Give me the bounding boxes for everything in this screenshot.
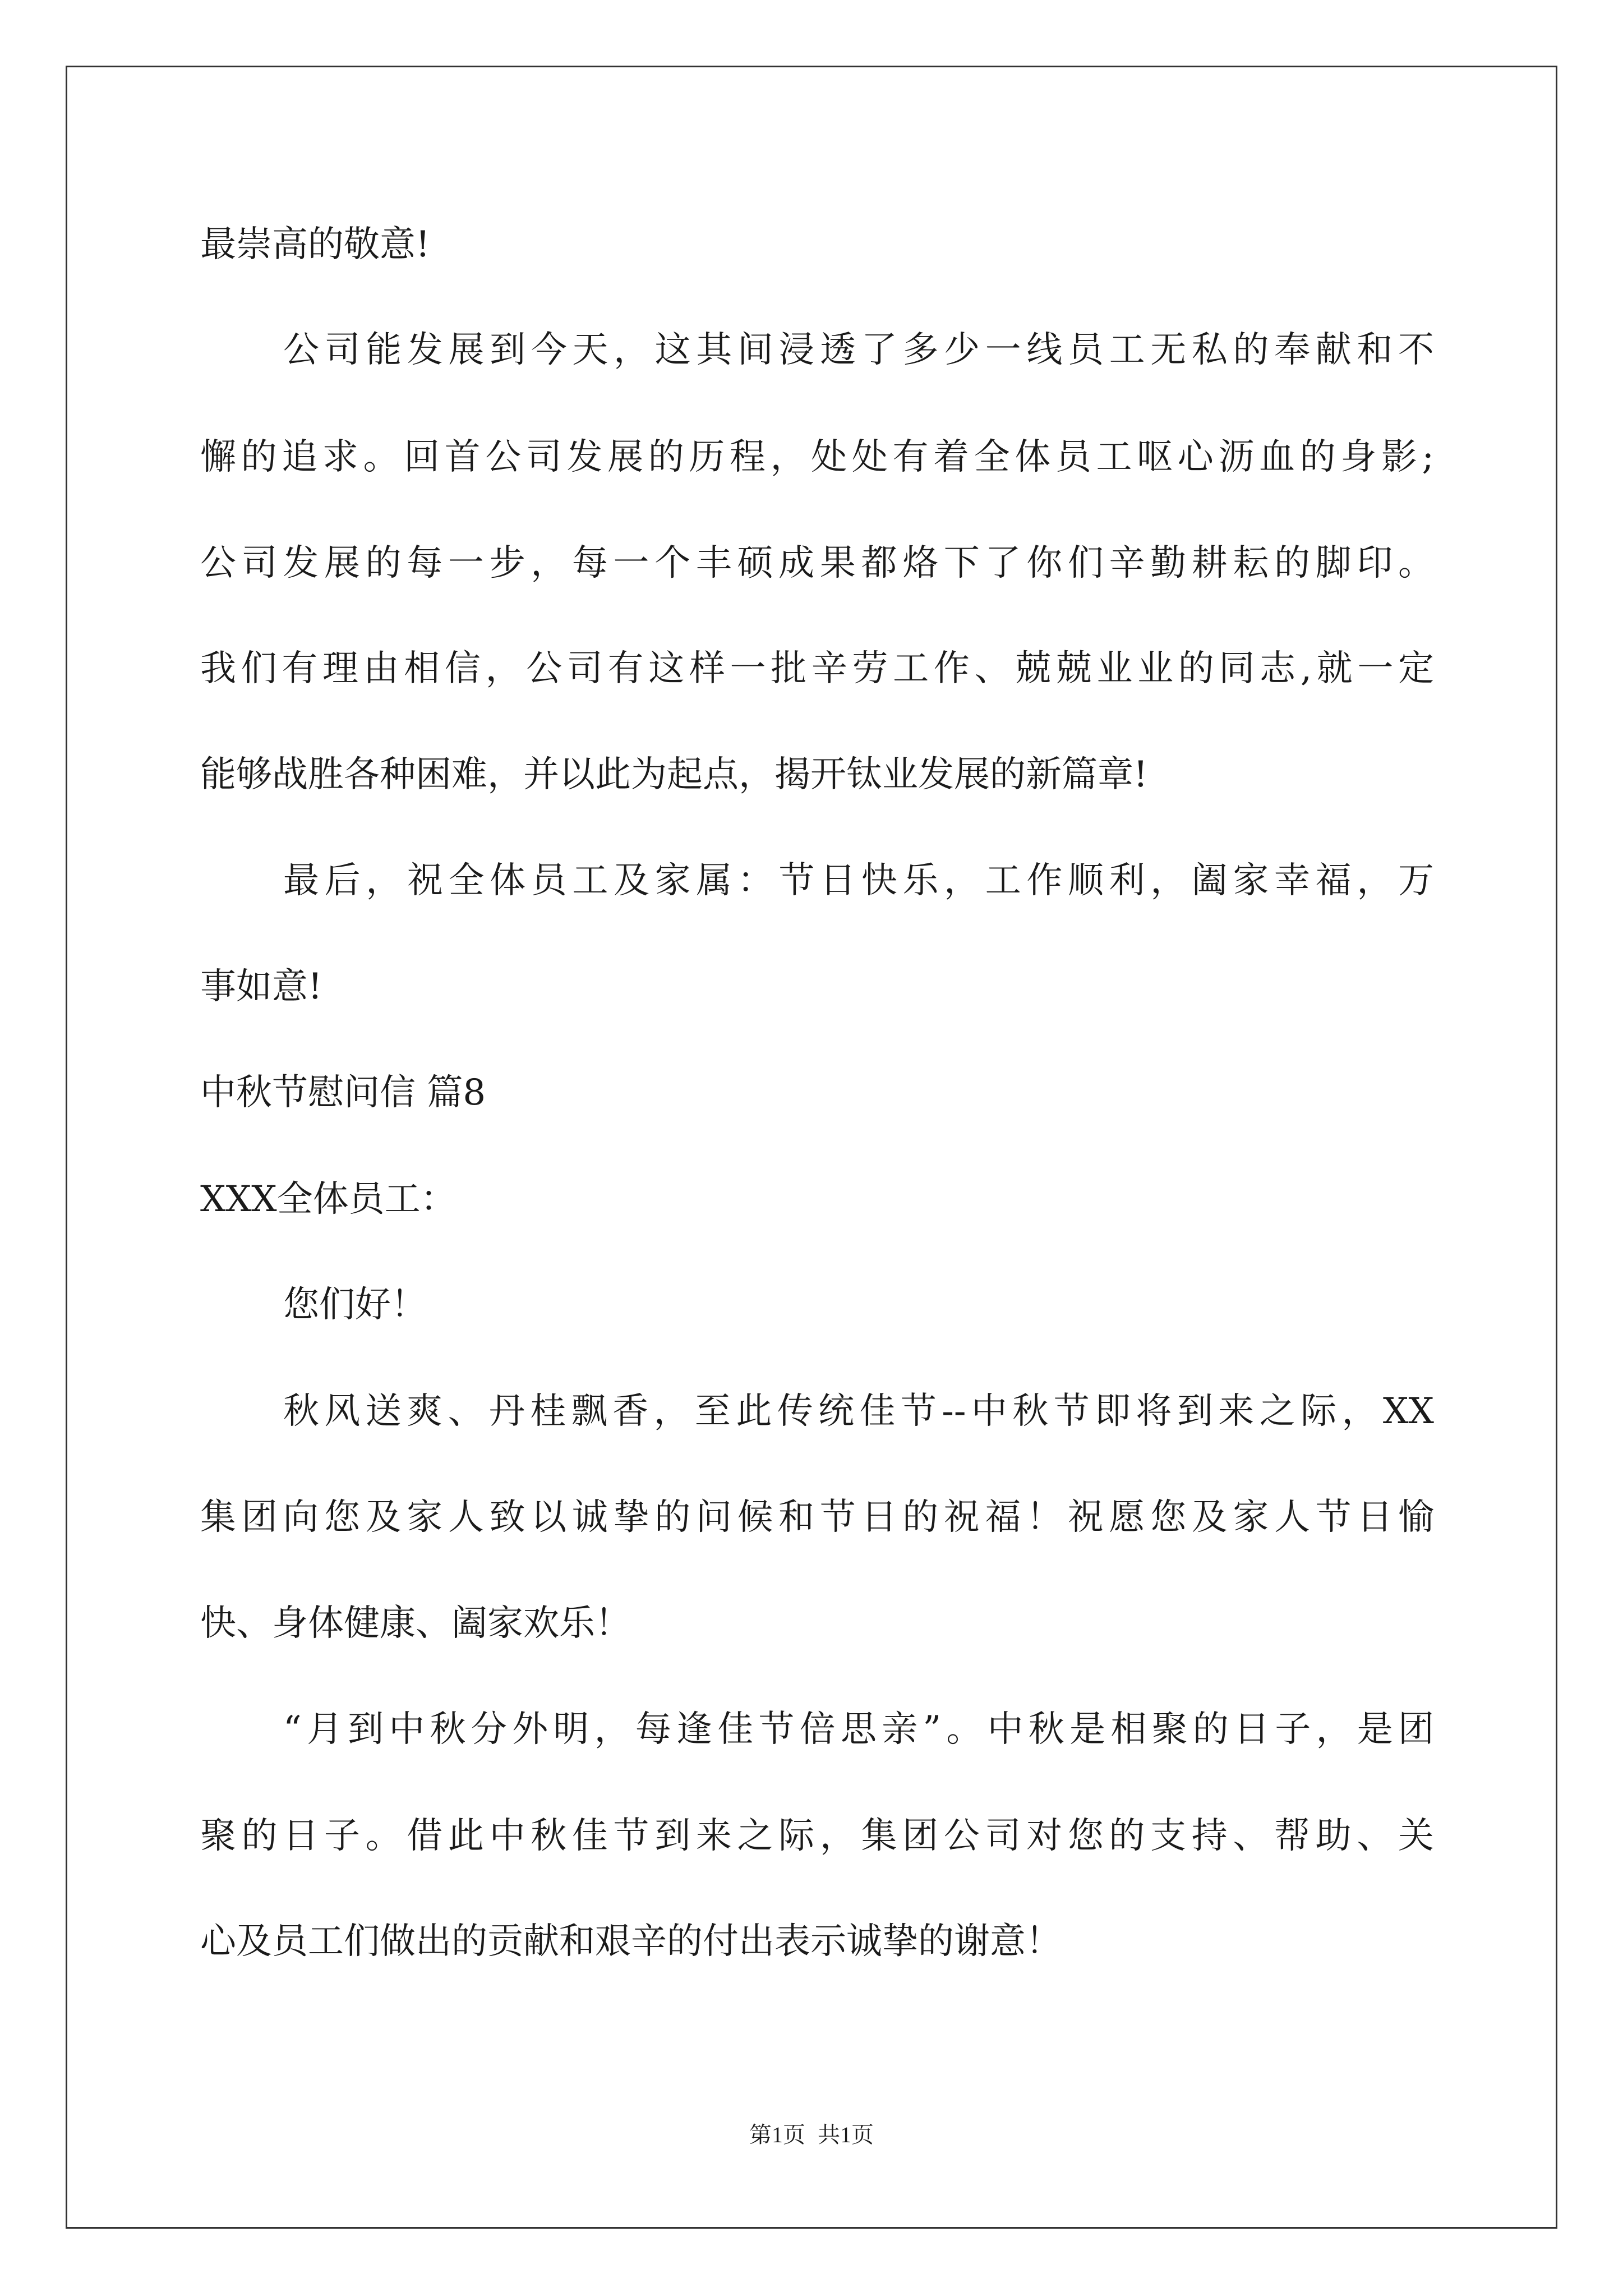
paragraph-line: 聚的日子。借此中秋佳节到来之际，集团公司对您的支持、帮助、关 xyxy=(200,1815,1434,1857)
section-heading: 中秋节慰问信 篇8 xyxy=(200,1072,486,1114)
paragraph-line: 快、身体健康、阖家欢乐！ xyxy=(200,1603,631,1644)
paragraph-line: 心及员工们做出的贡献和艰辛的付出表示诚挚的谢意！ xyxy=(200,1921,1062,1962)
page-border xyxy=(66,66,1557,2229)
paragraph-line: 最崇高的敬意! xyxy=(200,224,430,265)
paragraph-line: 事如意! xyxy=(200,966,322,1007)
paragraph-line: 最后，祝全体员工及家属：节日快乐，工作顺利，阖家幸福，万 xyxy=(283,860,1434,901)
paragraph-line: 集团向您及家人致以诚挚的问候和节日的祝福！祝愿您及家人节日愉 xyxy=(200,1497,1434,1538)
salutation: XXX全体员工： xyxy=(200,1179,457,1220)
page-total: 共1页 xyxy=(818,2122,874,2147)
greeting: 您们好！ xyxy=(283,1284,427,1326)
paragraph-line: 能够战胜各种困难，并以此为起点，揭开钛业发展的新篇章! xyxy=(200,754,1148,795)
paragraph-line: 公司能发展到今天，这其间浸透了多少一线员工无私的奉献和不 xyxy=(283,329,1434,371)
page-number: 第1页 xyxy=(749,2122,805,2147)
paragraph-line: 秋风送爽、丹桂飘香，至此传统佳节--中秋节即将到来之际，XX xyxy=(283,1391,1434,1432)
page-footer xyxy=(0,2119,1623,2151)
paragraph-line: 公司发展的每一步，每一个丰硕成果都烙下了你们辛勤耕耘的脚印。 xyxy=(200,542,1434,584)
paragraph-line: 我们有理由相信，公司有这样一批辛劳工作、兢兢业业的同志,就一定 xyxy=(200,648,1434,689)
paragraph-line: 懈的追求。回首公司发展的历程，处处有着全体员工呕心沥血的身影; xyxy=(200,436,1434,478)
paragraph-line: “月到中秋分外明，每逢佳节倍思亲”。中秋是相聚的日子，是团 xyxy=(283,1709,1434,1750)
